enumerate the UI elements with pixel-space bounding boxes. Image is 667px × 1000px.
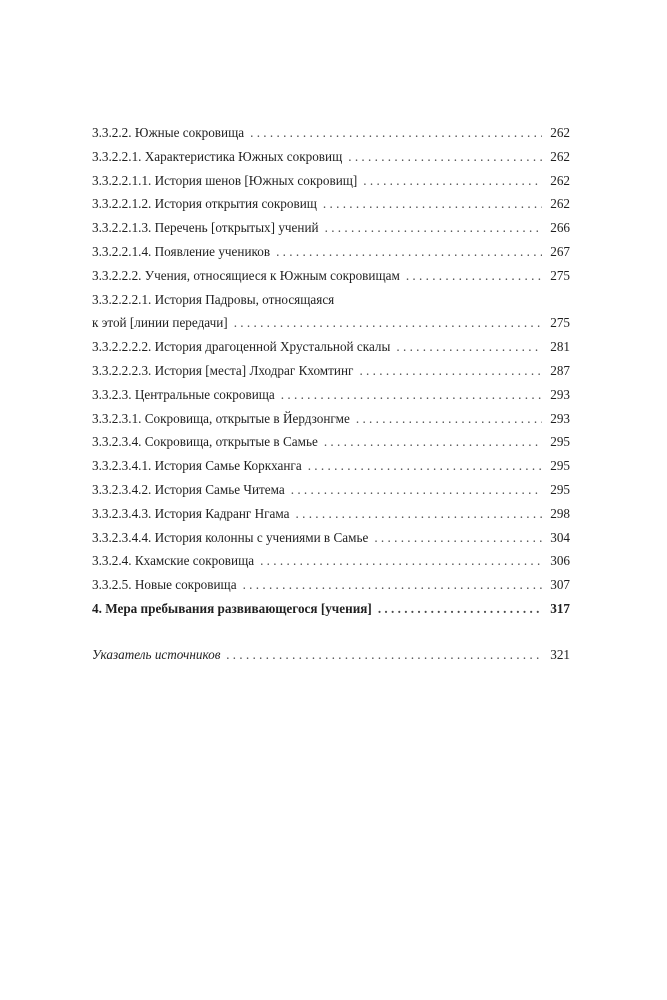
toc-entry-page: 281 — [550, 339, 570, 355]
toc-entry — [92, 145, 570, 169]
dot-leader — [396, 335, 542, 359]
toc-entry-page: 267 — [550, 243, 570, 259]
toc-entry — [92, 573, 570, 597]
toc-entry-title: 3.3.2.3. Центральные сокровища — [92, 386, 275, 402]
toc-entry-page: 293 — [550, 410, 570, 426]
dot-leader — [359, 359, 542, 383]
dot-leader — [234, 311, 542, 335]
toc-entry-title: 3.3.2.2.1.2. История открытия сокровищ — [92, 196, 317, 212]
toc-entry — [92, 430, 570, 454]
toc-entry-index — [92, 643, 570, 667]
toc-entry-title: 3.3.2.3.4.3. История Кадранг Нгама — [92, 505, 290, 521]
dot-leader — [323, 192, 542, 216]
toc-entry-page: 307 — [550, 577, 570, 593]
toc-entry-title-line1: 3.3.2.2.2.1. История Падровы, относящаяся — [92, 291, 335, 307]
toc-entry — [92, 311, 570, 335]
dot-leader — [296, 502, 542, 526]
toc-entry-title: 3.3.2.3.4.2. История Самье Читема — [92, 481, 285, 497]
dot-leader — [324, 430, 542, 454]
toc-entry — [92, 454, 570, 478]
toc-entry-chapter — [92, 597, 570, 621]
dot-leader — [378, 597, 542, 621]
dot-leader — [291, 478, 542, 502]
dot-leader — [281, 383, 542, 407]
toc-entry-title: 3.3.2.2.1.4. Появление учеников — [92, 243, 271, 259]
dot-leader — [276, 240, 542, 264]
toc-entry-page: 304 — [550, 529, 570, 545]
toc-entry-page: 275 — [550, 315, 570, 331]
toc-entry-title: 3.3.2.3.4. Сокровища, открытые в Самье — [92, 434, 318, 450]
dot-leader — [356, 407, 542, 431]
toc-entry — [92, 383, 570, 407]
toc-entry — [92, 192, 570, 216]
toc-entry-page: 262 — [550, 196, 570, 212]
toc-entry — [92, 478, 570, 502]
toc-entry-page: 287 — [550, 362, 570, 378]
toc-entry-title: 3.3.2.4. Кхамские сокровища — [92, 553, 255, 569]
toc-entry — [92, 407, 570, 431]
toc-entry — [92, 335, 570, 359]
toc-entry-page: 293 — [550, 386, 570, 402]
toc-entry-page: 266 — [550, 220, 570, 236]
toc-entry — [92, 216, 570, 240]
toc-entry-page: 317 — [550, 600, 570, 616]
toc-entry-page: 298 — [550, 505, 570, 521]
toc-entry-page: 306 — [550, 553, 570, 569]
toc-entry-title: 3.3.2.2.1.1. История шенов [Южных сокровищ] — [92, 172, 358, 188]
dot-leader — [308, 454, 542, 478]
dot-leader — [363, 169, 542, 193]
toc-entry-page: 321 — [550, 646, 570, 662]
toc-entry-title: 3.3.2.3.4.1. История Самье Коркханга — [92, 458, 302, 474]
dot-leader — [348, 145, 542, 169]
toc-entry — [92, 264, 570, 288]
toc-entry-title: 3.3.2.2.1. Характеристика Южных сокровищ — [92, 148, 343, 164]
toc-entry-page: 262 — [550, 125, 570, 140]
toc-entry-page: 295 — [550, 458, 570, 474]
toc-entry-page: 295 — [550, 481, 570, 497]
dot-leader — [250, 121, 542, 145]
toc-entry-title: к этой [линии передачи] — [92, 315, 228, 331]
toc-entry-page: 295 — [550, 434, 570, 450]
toc-entry — [92, 169, 570, 193]
dot-leader — [325, 216, 542, 240]
toc-entry-first-line — [92, 288, 570, 312]
toc-entry-title: 3.3.2.3.1. Сокровища, открытые в Йердзонгме — [92, 410, 350, 426]
dot-leader — [243, 573, 542, 597]
toc-entry-page: 262 — [550, 148, 570, 164]
toc-entry-title: 3.3.2.2.1.3. Перечень [открытых] учений — [92, 220, 319, 236]
toc-entry-title: 3.3.2.2.2.3. История [места] Лходраг Кхомтинг — [92, 362, 354, 378]
toc-entry-title: 3.3.2.3.4.4. История колонны с учениями в Самье — [92, 529, 369, 545]
dot-leader — [374, 526, 542, 550]
toc-entry — [92, 240, 570, 264]
dot-leader — [226, 643, 542, 667]
toc-entry-title: 3.3.2.2.2.2. История драгоценной Хрустальной скалы — [92, 339, 391, 355]
toc-entry — [92, 549, 570, 573]
toc-entry-title: 3.3.2.5. Новые сокровища — [92, 577, 237, 593]
toc-entry-title: 3.3.2.2. Южные сокровища — [92, 125, 245, 140]
dot-leader — [260, 549, 542, 573]
toc-entry-title: Указатель источников — [92, 646, 221, 662]
toc-entry — [92, 502, 570, 526]
toc-entry-page: 275 — [550, 267, 570, 283]
toc-entry — [92, 359, 570, 383]
toc-entry — [92, 121, 570, 145]
toc-entry — [92, 526, 570, 550]
toc-entry-title: 3.3.2.2.2. Учения, относящиеся к Южным сокровищам — [92, 267, 400, 283]
toc-entry-page: 262 — [550, 172, 570, 188]
dot-leader — [406, 264, 542, 288]
table-of-contents — [92, 121, 570, 667]
toc-entry-title: 4. Мера пребывания развивающегося [учения] — [92, 600, 372, 616]
